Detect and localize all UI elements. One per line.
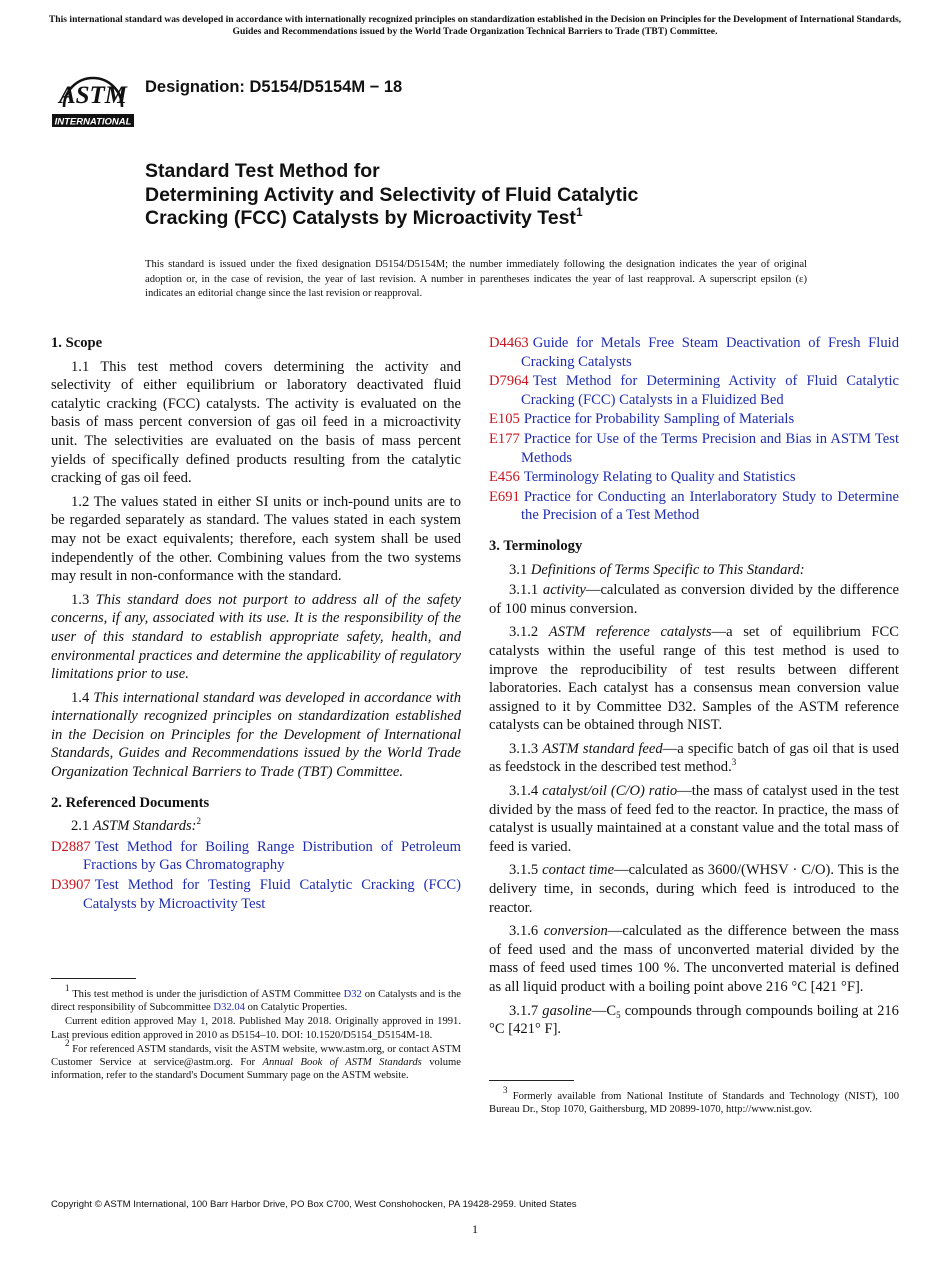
ref-item-e691[interactable] [489, 488, 899, 525]
ref-item-d3907[interactable] [51, 876, 461, 913]
ref-item-e105[interactable] [489, 410, 899, 429]
astm-logo [50, 55, 136, 133]
ref-code[interactable]: D7964 [489, 373, 529, 390]
ref-code[interactable]: E105 [489, 411, 520, 428]
term-activity: 3.1.1 activity—calculated as conversion divided by the difference of 100 minus conversion. [489, 582, 900, 617]
scope-1-4 [51, 689, 461, 782]
ref-code[interactable]: E456 [489, 469, 520, 486]
scope-1-3 [51, 591, 461, 684]
title-line-2: Determining Activity and Selectivity of Fluid Catalytic [145, 183, 639, 206]
term-conversion: 3.1.6 conversion—calculated as the difference between the mass of feed used and the mass of unconverted material divided by the mass of feed used times 100 %. The unconverted material is defined as all liquid product with a boiling point above 216 °C [421 °F]. [489, 923, 900, 995]
astm-standards-label [51, 817, 461, 836]
ref-code[interactable]: D4463 [489, 335, 529, 351]
footnote-rule-right [489, 1080, 574, 1081]
ref-title[interactable]: Test Method for Boiling Range Distribution of Petroleum Fractions by Gas Chromatography [83, 838, 461, 874]
scope-1-4-number: 1.4 [71, 689, 94, 706]
ref-title[interactable]: Guide for Metals Free Steam Deactivation of Fresh Fluid Cracking Catalysts [521, 335, 899, 370]
footnote-1-edition: Current edition approved May 1, 2018. Published May 2018. Originally approved in 1991. Last previous edition approved in 2010 as D5154–10. DOI: 10.1520/D5154_D5154M-18. [51, 1016, 461, 1041]
ref-item-d7964[interactable] [489, 372, 899, 409]
title-line-1: Standard Test Method for [145, 160, 380, 182]
logo-caption: INTERNATIONAL [54, 116, 132, 128]
link-d32-04[interactable]: D32.04 [213, 1002, 245, 1014]
ref-code[interactable]: D3907 [51, 877, 91, 894]
footnote-2-marker: 2 [65, 1037, 70, 1048]
ref-title[interactable]: Test Method for Determining Activity of Fluid Catalytic Cracking (FCC) Catalysts in a Fluidized Bed [521, 373, 899, 408]
footnotes-left [51, 983, 462, 1083]
wto-notice: This international standard was developed in accordance with internationally recognized principles on standardization established in the Decision on Principles for the Development of International Standards, Guides and Recommendations issued by the World Trade Organization Technical Barriers to Trade (TBT) Committee. [48, 14, 902, 37]
title-footnote-ref: 1 [575, 205, 583, 219]
copyright: Copyright © ASTM International, 100 Barr Harbor Drive, PO Box C700, West Conshohocken, PA 19428-2959. United States [51, 1199, 577, 1210]
issue-note: This standard is issued under the fixed designation D5154/D5154M; the number immediately following the designation indicates the year of original adoption or, in the case of revision, the year of last revision. A number in parentheses indicates the year of last reapproval. A superscript epsilon (ε) indicates an editorial change since the last revision or reapproval. [145, 259, 807, 299]
ref-item-e456[interactable] [489, 468, 899, 487]
section-1-heading: 1. Scope [51, 335, 103, 351]
document-title [145, 160, 845, 231]
link-d32[interactable]: D32 [343, 989, 362, 1000]
term-gasoline: 3.1.7 $gasoline—C_5$ compounds through compounds boiling at 216 °C [421° F]. [489, 1002, 899, 1038]
ref-code[interactable]: E691 [489, 488, 520, 505]
scope-1-3-number: 1.3 [71, 591, 96, 608]
ref-title[interactable]: Practice for Conducting an Interlaboratory Study to Determine the Precision of a Test Method [521, 488, 899, 524]
footnote-rule-left [51, 978, 136, 979]
logo-mark: ASTM [58, 82, 128, 109]
scope-1-4-text: This international standard was developed in accordance with internationally recognized principles on standardization established in the Decision on Principles for the Development of International Standards, Guides and Recommendations issued by the World Trade Organization Technical Barriers to Trade (TBT) Committee. [51, 689, 462, 781]
term-co-ratio: 3.1.4 catalyst/oil (C/O) ratio—the mass of catalyst used in the test divided by the mass of feed fed to the reactor. In practice, the mass of catalyst is usually maintained at a constant value and the total mass of feed is varied. [489, 783, 899, 855]
footnote-1: $^1$ This test method is under the jurisdiction of ASTM Committee D32 on Catalysts and is the direct responsibility of Subcommittee D32.04 on Catalytic Properties. [51, 983, 462, 1014]
designation: Designation: D5154/D5154M − 18 [145, 78, 403, 96]
title-line-3-text: Cracking (FCC) Catalysts by Microactivity Test [145, 207, 576, 229]
ref-item-e177[interactable] [489, 430, 899, 467]
footnotes-right [489, 1085, 899, 1117]
footnote-3: $^3$ Formerly available from National Institute of Standards and Technology (NIST), 100 Bureau Dr., Stop 1070, Gaithersburg, MD 20899-1070, http://www.nist.gov. [489, 1085, 899, 1116]
ref-item-d4463[interactable] [489, 334, 899, 371]
section-3-heading: 3. Terminology [489, 537, 583, 554]
scope-1-3-text: This standard does not purport to address all of the safety concerns, if any, associated with its use. It is the responsibility of the user of this standard to establish appropriate safety, health, and environmental practices and determine the applicability of regulatory limitations prior to use. [51, 591, 461, 683]
section-2-heading: 2. Referenced Documents [51, 794, 210, 811]
sub-2-1-text: ASTM Standards: [92, 818, 197, 835]
scope-1-2: 1.2 The values stated in either SI units or inch-pound units are to be regarded separately as standard. The values stated in each system may not be exact equivalents; therefore, each system shall be used independently of the other. Combining values from the two systems may result in non-conformance with the standard. [51, 493, 461, 585]
ref-title[interactable]: Practice for Use of the Terms Precision and Bias in ASTM Test Methods [521, 430, 899, 466]
sub-2-1-number: 2.1 [71, 818, 93, 835]
footnote-1-marker: 1 [65, 983, 70, 993]
ref-code[interactable]: D2887 [51, 838, 91, 855]
ref-title[interactable]: Test Method for Testing Fluid Catalytic Cracking (FCC) Catalysts by Microactivity Test [83, 877, 461, 912]
term-3-1: 3.1 Definitions of Terms Specific to This Standard: [509, 561, 805, 578]
footnote-3-marker: 3 [503, 1085, 508, 1095]
term-contact-time: 3.1.5 contact time—calculated as 3600/(WHSV · C/O). This is the delivery time, in seconds, during which feed is introduced to the reactor. [489, 862, 899, 916]
sub-2-1-sup: 2 [196, 816, 202, 827]
ref-title[interactable]: Practice for Probability Sampling of Materials [523, 411, 795, 428]
page-number: 1 [472, 1222, 478, 1236]
left-column [51, 334, 461, 914]
term-reference-catalysts: 3.1.2 ASTM reference catalysts—a set of equilibrium FCC catalysts within the useful range of this test method is used to improve the reproducibility of test results between different laboratories. Each catalyst has a consensus mean conversion value assigned to it by Committee D32. Samples of the ASTM reference catalysts can be obtained through NIST. [489, 624, 899, 734]
right-column [489, 334, 899, 1044]
ref-code[interactable]: E177 [489, 430, 520, 447]
scope-1-1: 1.1 This test method covers determining the activity and selectivity of either equilibrium or laboratory deactivated fluid catalytic cracking (FCC) catalysts. The activity is evaluated on the basis of mass percent conversion of gas oil feed in a microactivity unit. The selectivities are evaluated on the basis of mass percent yields of specifically defined products resulting from the catalytic cracking of gas oil feed. [51, 358, 461, 487]
ref-item-d2887[interactable] [51, 838, 461, 875]
ref-title[interactable]: Terminology Relating to Quality and Statistics [523, 469, 796, 486]
term-standard-feed: 3.1.3 ASTM standard feed—a specific batch of gas oil that is used as feedstock in the described test method.$^3$ [489, 740, 900, 776]
footnote-2: $^2$ For referenced ASTM standards, visit the ASTM website, www.astm.org, or contact ASTM Customer Service at service@astm.org. For Annual Book of ASTM Standards volume information, refer to the standard's Document Summary page on the ASTM website. [51, 1037, 461, 1082]
title-line-3 [145, 207, 845, 231]
